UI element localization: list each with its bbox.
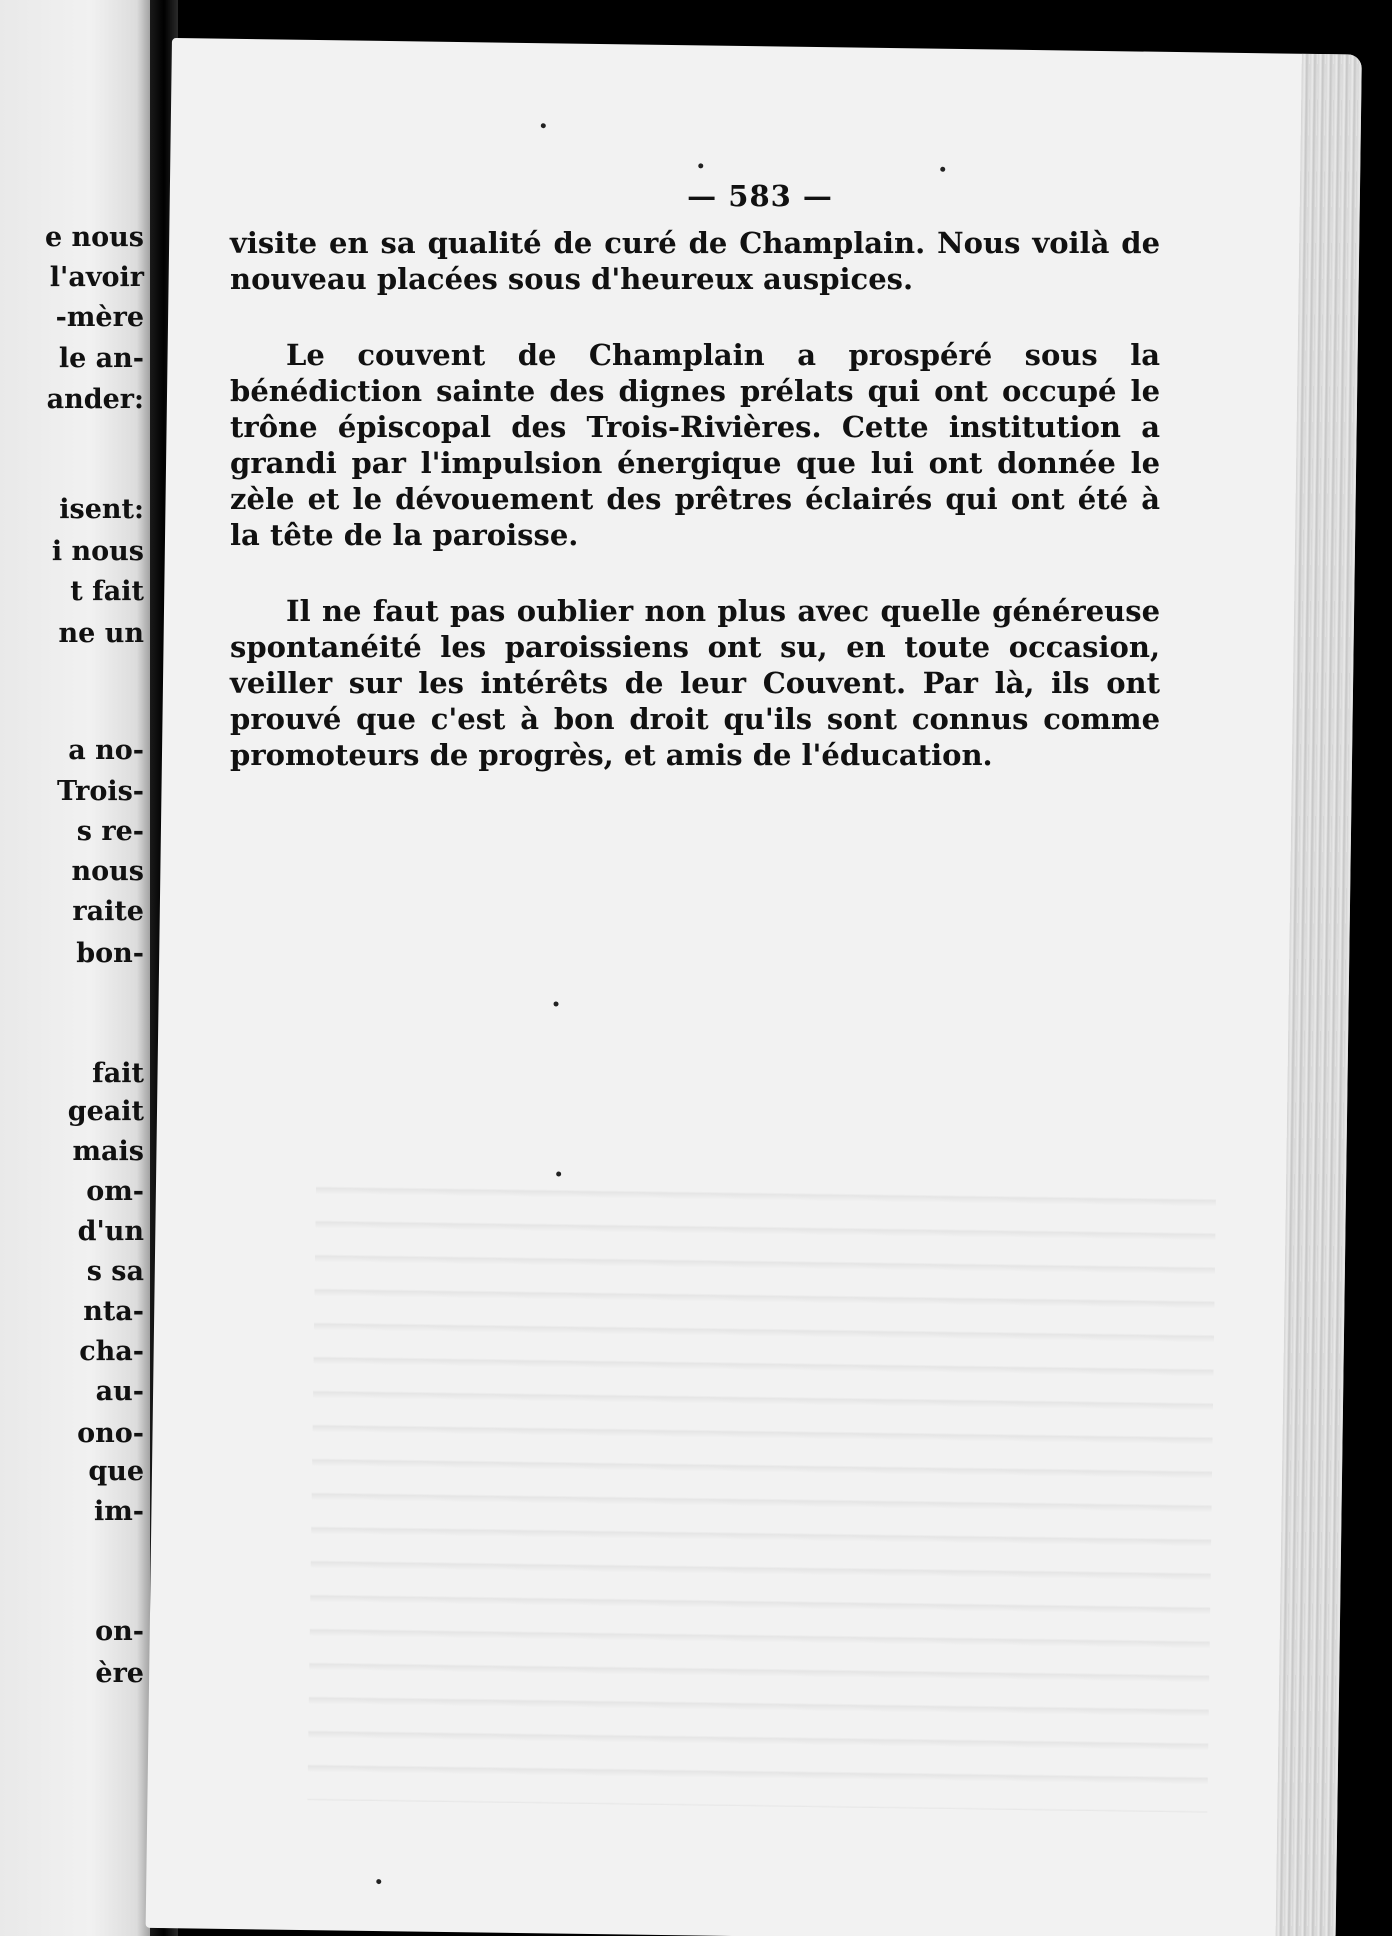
left-page-line: raite <box>72 896 144 927</box>
left-page-line: s sa <box>86 1256 144 1287</box>
left-page-line: fait <box>92 1058 144 1089</box>
show-through-text <box>307 1160 1216 1813</box>
left-page-line: ono- <box>77 1418 144 1449</box>
left-page-line: i nous <box>51 536 144 567</box>
left-page-line: on- <box>95 1616 144 1647</box>
left-page-line: -mère <box>55 302 144 333</box>
left-page-line: le an- <box>58 343 144 374</box>
left-page-line: isent: <box>59 494 144 525</box>
speck <box>376 1879 381 1884</box>
paragraph: Le couvent de Champlain a prospéré sous la bénédiction sainte des dignes prélats qui ont occupé le trône épiscopal des Trois-Rivières. Cette institution a grandi par l'impulsion énergique que lui ont donnée le zèle et le dévouement des prêtres éclairés qui ont été à la tête de la paroisse. <box>230 337 1161 552</box>
left-page-line: Trois- <box>56 776 144 807</box>
left-page-line: im- <box>93 1496 144 1527</box>
main-page <box>146 38 1362 1936</box>
scan-border <box>1366 0 1392 1936</box>
speck <box>541 123 546 128</box>
left-page-line: nous <box>71 856 144 887</box>
left-page-line: ander: <box>46 384 144 415</box>
left-page-line: e nous <box>44 222 144 253</box>
speck <box>556 1171 561 1176</box>
left-page-line: cha- <box>79 1336 144 1367</box>
left-page-line: l'avoir <box>49 262 144 293</box>
left-page-line: bon- <box>76 938 144 969</box>
left-page-line: geait <box>67 1096 144 1127</box>
left-page-line: nta- <box>83 1296 144 1327</box>
page-edges <box>1276 54 1362 1936</box>
left-page-line: que <box>88 1456 144 1487</box>
left-facing-page <box>0 0 152 1936</box>
left-page-line: d'un <box>77 1216 144 1247</box>
left-page-line: s re- <box>76 816 144 847</box>
left-page-line: om- <box>86 1176 144 1207</box>
left-page-line: t fait <box>70 576 144 607</box>
page-content <box>230 179 1160 813</box>
left-page-line: mais <box>72 1136 144 1167</box>
left-page-line: a no- <box>68 735 144 766</box>
left-page-line: ère <box>95 1658 144 1689</box>
speck <box>940 167 945 172</box>
speck <box>698 163 703 168</box>
paragraph: visite en sa qualité de curé de Champlain. Nous voilà de nouveau placées sous d'heureux auspices. <box>230 225 1161 296</box>
speck <box>554 1001 559 1006</box>
left-page-line: ne un <box>58 618 144 649</box>
paragraph: Il ne faut pas oublier non plus avec quelle généreuse spontanéité les paroissiens ont su, en toute occasion, veiller sur les intérêts de leur Couvent. Par là, ils ont prouvé que c'est à bon droit qu'ils sont connus comme promoteurs de progrès, et amis de l'éducation. <box>230 593 1161 772</box>
page-number: — 583 — <box>687 178 833 213</box>
left-page-line: au- <box>95 1376 144 1407</box>
